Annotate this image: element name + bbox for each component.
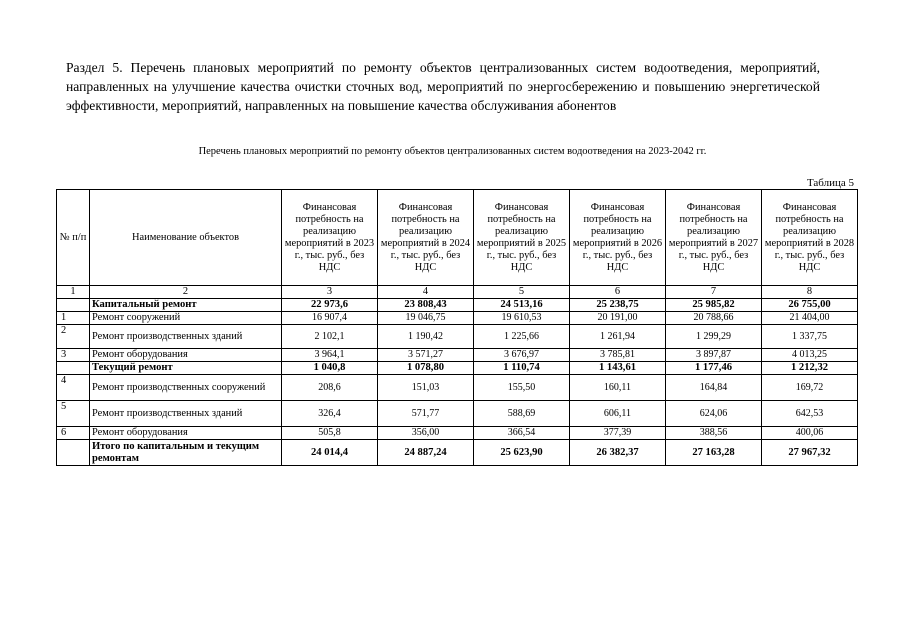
- row-number: 5: [57, 401, 90, 427]
- header-name: Наименование объектов: [90, 190, 282, 286]
- cost-value: 366,54: [474, 427, 570, 440]
- table-row-total: [57, 362, 858, 375]
- object-name: Ремонт производственных зданий: [90, 325, 282, 349]
- cost-value: 2 102,1: [282, 325, 378, 349]
- cost-value: 388,56: [666, 427, 762, 440]
- cost-value: 356,00: [378, 427, 474, 440]
- cost-value: 16 907,4: [282, 312, 378, 325]
- cost-value: 24 513,16: [474, 299, 570, 312]
- cost-value: 4 013,25: [762, 349, 858, 362]
- cost-value: 20 788,66: [666, 312, 762, 325]
- index-cell: 7: [666, 286, 762, 299]
- table-row: [57, 312, 858, 325]
- cost-value: 26 382,37: [570, 440, 666, 466]
- cost-value: 3 897,87: [666, 349, 762, 362]
- header-num: № п/п: [57, 190, 90, 286]
- header-year-2028: Финансовая потребность на реализацию мероприятий в 2028 г., тыс. руб., без НДС: [762, 190, 858, 286]
- cost-value: 25 623,90: [474, 440, 570, 466]
- row-number: [57, 299, 90, 312]
- row-number: 1: [57, 312, 90, 325]
- cost-value: 26 755,00: [762, 299, 858, 312]
- table-subtitle: Перечень плановых мероприятий по ремонту объектов централизованных систем водоотведения на 2023-2042 гг.: [198, 146, 707, 157]
- object-name: Ремонт производственных сооружений: [90, 375, 282, 401]
- row-number: 4: [57, 375, 90, 401]
- object-name: Ремонт сооружений: [90, 312, 282, 325]
- table-row: [57, 375, 858, 401]
- cost-value: 1 040,8: [282, 362, 378, 375]
- cost-value: 208,6: [282, 375, 378, 401]
- cost-value: 1 143,61: [570, 362, 666, 375]
- index-cell: 5: [474, 286, 570, 299]
- cost-value: 505,8: [282, 427, 378, 440]
- cost-value: 25 238,75: [570, 299, 666, 312]
- table-number-label: Таблица 5: [806, 177, 854, 189]
- repair-plan-table: [56, 189, 858, 466]
- table-row-total: [57, 299, 858, 312]
- cost-value: 400,06: [762, 427, 858, 440]
- object-name: Ремонт оборудования: [90, 349, 282, 362]
- cost-value: 1 078,80: [378, 362, 474, 375]
- table-row-total: [57, 440, 858, 466]
- cost-value: 20 191,00: [570, 312, 666, 325]
- index-cell: 6: [570, 286, 666, 299]
- cost-value: 3 676,97: [474, 349, 570, 362]
- table-row: [57, 427, 858, 440]
- cost-value: 606,11: [570, 401, 666, 427]
- cost-value: 27 163,28: [666, 440, 762, 466]
- index-cell: 1: [57, 286, 90, 299]
- table-row: [57, 349, 858, 362]
- cost-value: 3 571,27: [378, 349, 474, 362]
- table-row: [57, 401, 858, 427]
- cost-value: 169,72: [762, 375, 858, 401]
- object-name: Ремонт оборудования: [90, 427, 282, 440]
- row-number: 2: [57, 325, 90, 349]
- column-index-row: [57, 286, 858, 299]
- cost-value: 19 610,53: [474, 312, 570, 325]
- header-year-2024: Финансовая потребность на реализацию мероприятий в 2024 г., тыс. руб., без НДС: [378, 190, 474, 286]
- table-row: [57, 325, 858, 349]
- cost-value: 3 964,1: [282, 349, 378, 362]
- cost-value: 151,03: [378, 375, 474, 401]
- cost-value: 24 887,24: [378, 440, 474, 466]
- cost-value: 3 785,81: [570, 349, 666, 362]
- row-number: [57, 362, 90, 375]
- header-year-2025: Финансовая потребность на реализацию мероприятий в 2025 г., тыс. руб., без НДС: [474, 190, 570, 286]
- cost-value: 642,53: [762, 401, 858, 427]
- cost-value: 160,11: [570, 375, 666, 401]
- cost-value: 624,06: [666, 401, 762, 427]
- cost-value: 24 014,4: [282, 440, 378, 466]
- cost-value: 377,39: [570, 427, 666, 440]
- cost-value: 1 225,66: [474, 325, 570, 349]
- object-name: Капитальный ремонт: [90, 299, 282, 312]
- cost-value: 1 177,46: [666, 362, 762, 375]
- object-name: Ремонт производственных зданий: [90, 401, 282, 427]
- index-cell: 2: [90, 286, 282, 299]
- object-name: Итого по капитальным и текущим ремонтам: [90, 440, 282, 466]
- cost-value: 23 808,43: [378, 299, 474, 312]
- header-year-2026: Финансовая потребность на реализацию мероприятий в 2026 г., тыс. руб., без НДС: [570, 190, 666, 286]
- cost-value: 164,84: [666, 375, 762, 401]
- row-number: 6: [57, 427, 90, 440]
- cost-value: 1 337,75: [762, 325, 858, 349]
- table-header-row: [57, 190, 858, 286]
- row-number: 3: [57, 349, 90, 362]
- cost-value: 27 967,32: [762, 440, 858, 466]
- row-number: [57, 440, 90, 466]
- cost-value: 155,50: [474, 375, 570, 401]
- cost-value: 326,4: [282, 401, 378, 427]
- cost-value: 1 190,42: [378, 325, 474, 349]
- cost-value: 588,69: [474, 401, 570, 427]
- index-cell: 3: [282, 286, 378, 299]
- cost-value: 1 299,29: [666, 325, 762, 349]
- header-year-2027: Финансовая потребность на реализацию мероприятий в 2027 г., тыс. руб., без НДС: [666, 190, 762, 286]
- cost-value: 1 212,32: [762, 362, 858, 375]
- cost-value: 571,77: [378, 401, 474, 427]
- section-heading: Раздел 5. Перечень плановых мероприятий по ремонту объектов централизованных систем водоотведения, мероприятий, направленных на улучшение качества очистки сточных вод, мероприятий по энергосбережению и повышению энергетической эффективности, мероприятий, направленных на повышение качества обслуживания абонентов: [66, 60, 820, 113]
- header-year-2023: Финансовая потребность на реализацию мероприятий в 2023 г., тыс. руб., без НДС: [282, 190, 378, 286]
- cost-value: 1 110,74: [474, 362, 570, 375]
- index-cell: 4: [378, 286, 474, 299]
- cost-value: 1 261,94: [570, 325, 666, 349]
- index-cell: 8: [762, 286, 858, 299]
- cost-value: 25 985,82: [666, 299, 762, 312]
- cost-value: 22 973,6: [282, 299, 378, 312]
- cost-value: 19 046,75: [378, 312, 474, 325]
- cost-value: 21 404,00: [762, 312, 858, 325]
- object-name: Текущий ремонт: [90, 362, 282, 375]
